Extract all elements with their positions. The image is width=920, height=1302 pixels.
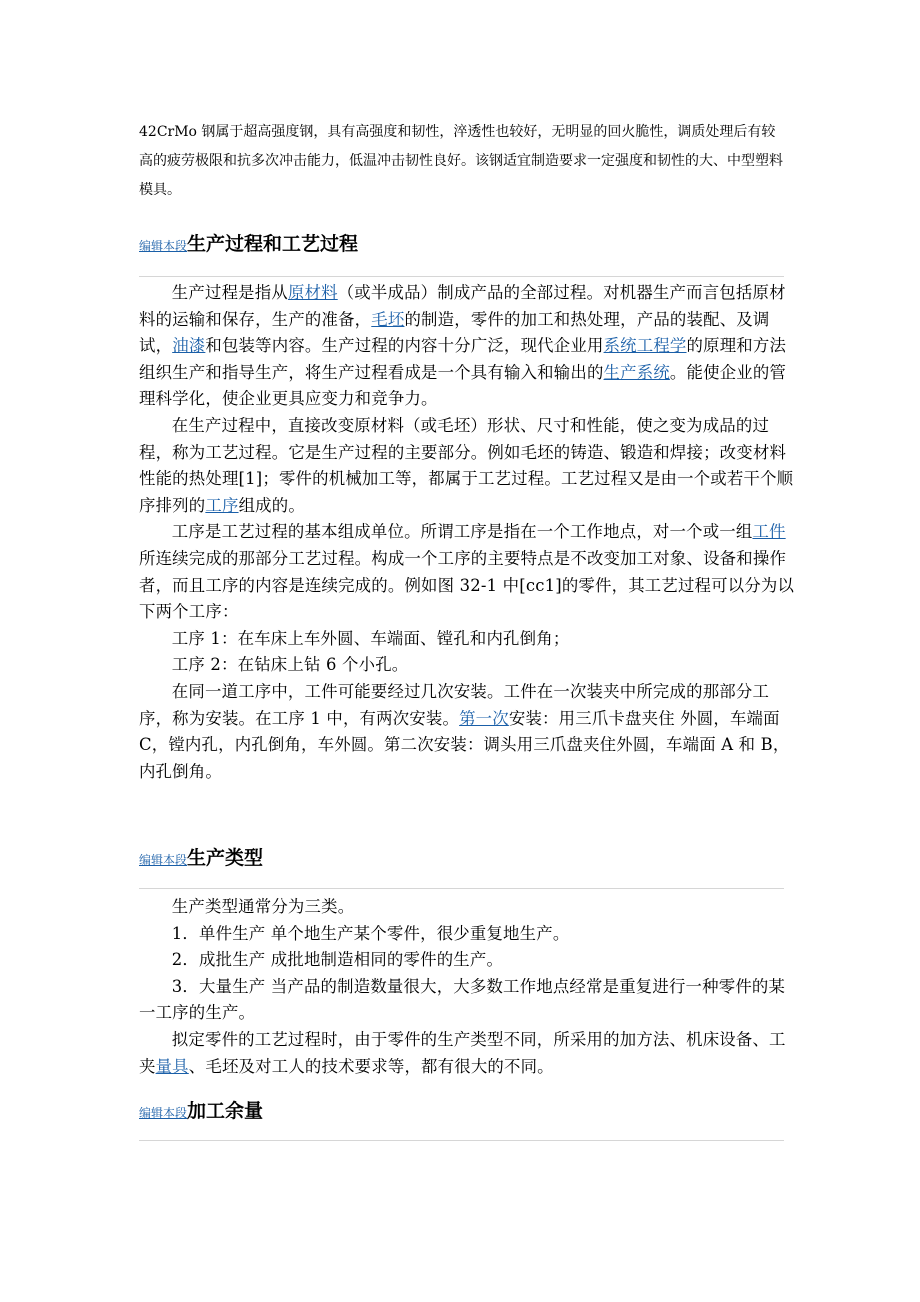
paragraph: 拟定零件的工艺过程时，由于零件的生产类型不同，所采用的加方法、机床设备、工夹量具、毛坯及对工人的技术要求等，都有很大的不同。: [139, 1029, 786, 1076]
section-title: 加工余量: [187, 1100, 264, 1122]
paragraph: 工序 2：在钻床上钻 6 个小孔。: [171, 655, 409, 675]
edit-section-link[interactable]: 编辑本段: [139, 239, 188, 253]
section-heading-production-type: [139, 843, 784, 873]
section-heading-production-process: [139, 229, 784, 259]
section-body-production-process: [139, 280, 799, 785]
link-production-system[interactable]: 生产系统: [603, 362, 670, 382]
section-divider: [139, 1140, 784, 1141]
link-blank[interactable]: 毛坯: [371, 309, 405, 329]
edit-section-link[interactable]: 编辑本段: [139, 1106, 188, 1120]
link-first-time[interactable]: 第一次: [459, 708, 509, 728]
paragraph: 工序是工艺过程的基本组成单位。所谓工序是指在一个工作地点，对一个或一组工件所连续完成的那部分工艺过程。构成一个工序的主要特点是不改变加工对象、设备和操作者，而且工序的内容是连续完成的。例如图 32-1 中[cc1]的零件，其工艺过程可以分为以下两个工序：: [139, 522, 795, 622]
section-body-production-type: [139, 894, 799, 1080]
link-raw-material[interactable]: 原材料: [287, 283, 338, 302]
paragraph: 3．大量生产 当产品的制造数量很大，大多数工作地点经常是重复进行一种零件的某一工序的生产。: [139, 976, 786, 1023]
paragraph: 工序 1：在车床上车外圆、车端面、镗孔和内孔倒角；: [171, 628, 570, 648]
link-process-step[interactable]: 工序: [205, 495, 239, 515]
edit-section-link[interactable]: 编辑本段: [139, 853, 188, 867]
section-title: 生产类型: [187, 847, 264, 869]
link-workpiece[interactable]: 工件: [752, 522, 786, 542]
paragraph: 生产过程是指从原材料（或半成品）制成产品的全部过程。对机器生产而言包括原材料的运输和保存，生产的准备，毛坯的制造，零件的加工和热处理，产品的装配、及调试，油漆和包装等内容。生产过程的内容十分广泛，现代企业用系统工程学的原理和方法组织生产和指导生产，将生产过程看成是一个具有输入和输出的生产系统。能使企业的管理科学化，使企业更具应变力和竞争力。: [139, 283, 787, 409]
section-divider: [139, 888, 784, 889]
link-systems-engineering[interactable]: 系统工程学: [603, 336, 687, 356]
paragraph: 生产类型通常分为三类。: [171, 897, 355, 916]
section-title: 生产过程和工艺过程: [187, 233, 359, 255]
section-divider: [139, 276, 784, 277]
intro-paragraph: 42CrMo 钢属于超高强度钢，具有高强度和韧性，淬透性也较好，无明显的回火脆性，调质处理后有较高的疲劳极限和抗多次冲击能力，低温冲击韧性良好。该钢适宜制造要求一定强度和韧性的大、中型塑料模具。: [139, 124, 783, 198]
link-measuring-tool[interactable]: 量具: [155, 1056, 189, 1076]
paragraph: 2．成批生产 成批地制造相同的零件的生产。: [171, 950, 504, 970]
paragraph: 在生产过程中，直接改变原材料（或毛坯）形状、尺寸和性能，使之变为成品的过程，称为工艺过程。它是生产过程的主要部分。例如毛坯的铸造、锻造和焊接；改变材料性能的热处理[1]；零件的机械加工等，都属于工艺过程。工艺过程又是由一个或若干个顺序排列的工序组成的。: [139, 415, 794, 515]
paragraph: 在同一道工序中，工件可能要经过几次安装。工件在一次装夹中所完成的那部分工序，称为安装。在工序 1 中，有两次安装。第一次安装：用三爪卡盘夹住 外圆，车端面 C，镗内孔，内孔倒角，车外圆。第二次安装：调头用三爪盘夹住外圆，车端面 A 和 B，内孔倒角。: [139, 681, 790, 781]
link-paint[interactable]: 油漆: [172, 336, 206, 356]
section-heading-machining-allowance: [139, 1096, 784, 1126]
paragraph: 1．单件生产 单个地生产某个零件，很少重复地生产。: [171, 923, 570, 943]
